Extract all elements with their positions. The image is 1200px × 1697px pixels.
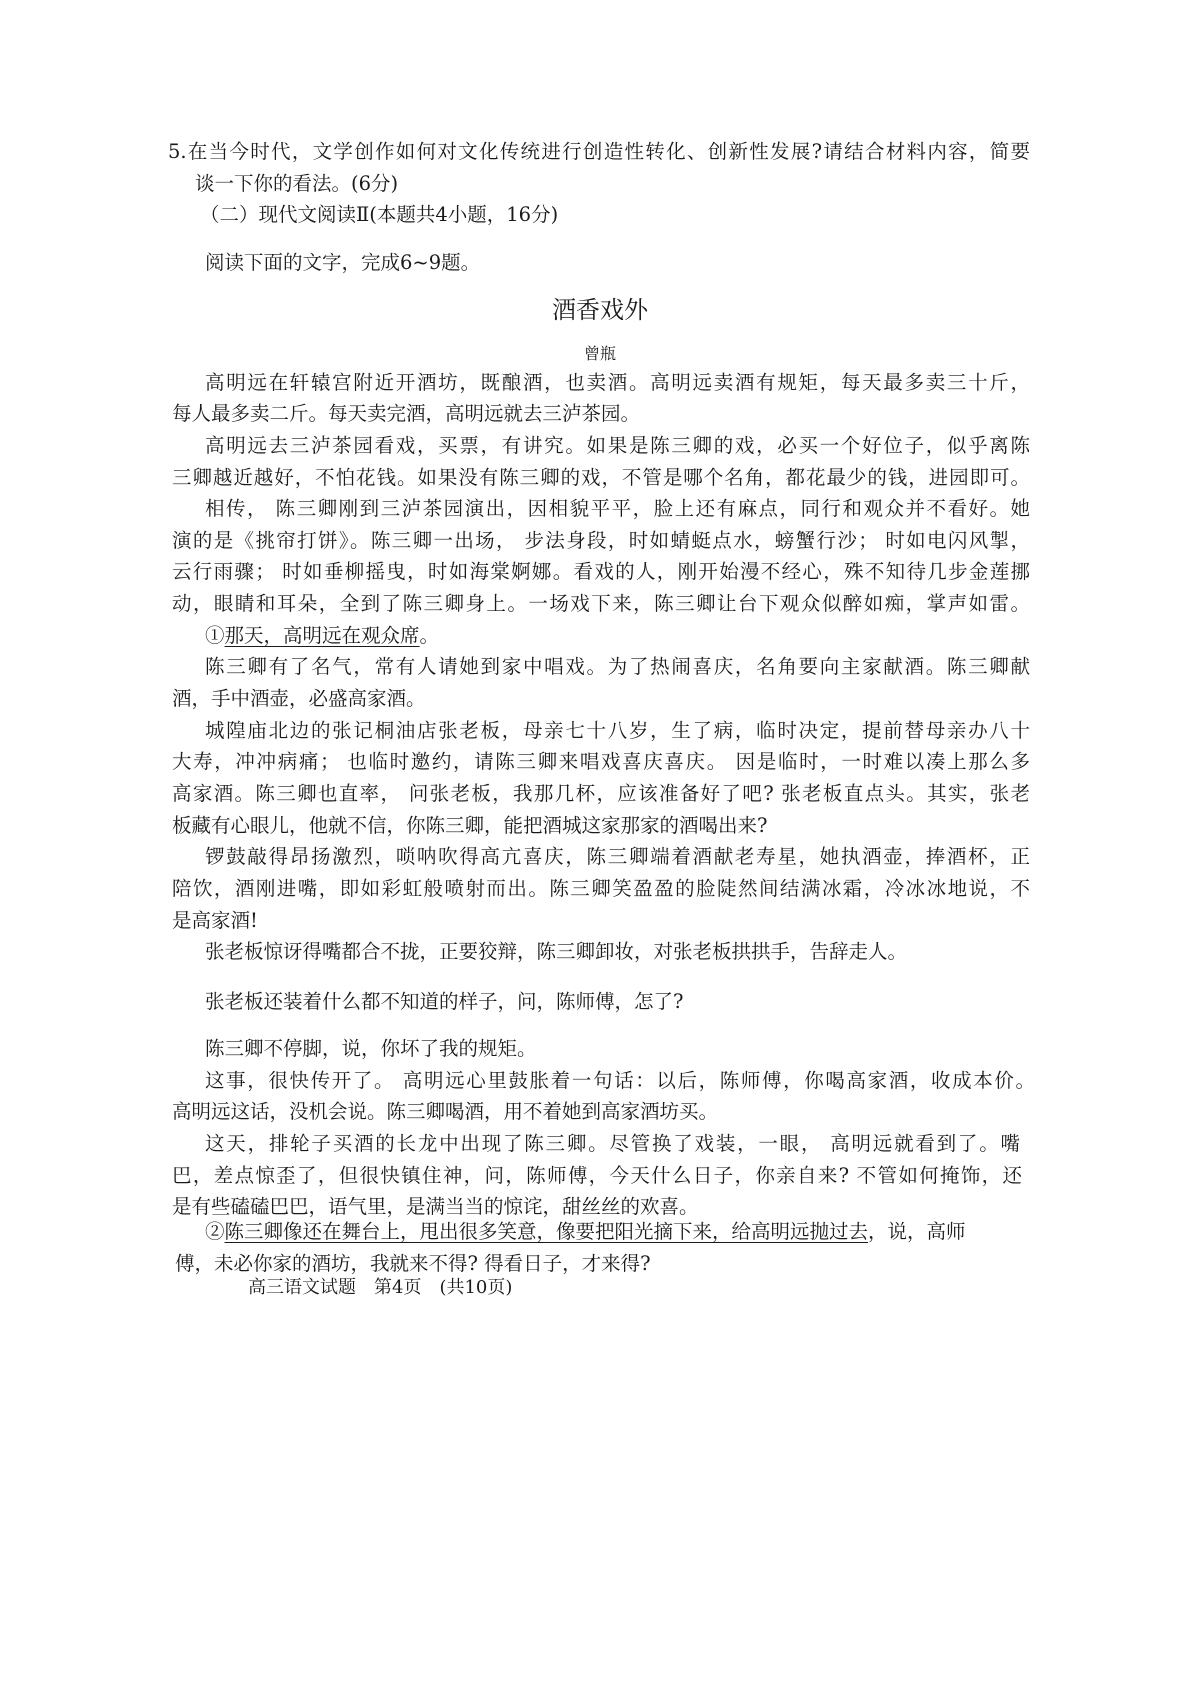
text-line: 陪饮，酒刚进嘴，即如彩虹般喷射而出。陈三卿笑盈盈的脸陡然间结满冰霜，冷冰冰地说，不 — [172, 877, 1030, 900]
text-line: 城隍庙北边的张记桐油店张老板，母亲七十八岁，生了病，临时决定，提前替母亲办八十 — [205, 719, 1030, 742]
page-footer: 高三语文试题 第4页 (共10页) — [248, 1277, 513, 1298]
text-line: 每人最多卖二斤。每天卖完酒，高明远就去三泸茶园。 — [172, 402, 641, 425]
instruction: 阅读下面的文字，完成6~9题。 — [205, 251, 481, 274]
text-tail: 。 — [419, 624, 440, 647]
article-author: 曾瓶 — [583, 344, 616, 363]
text-line: 傅，未必你家的酒坊，我就来不得? 得看日子，才来得? — [175, 1252, 651, 1275]
text-line: 酒，手中酒壶，必盛高家酒。 — [172, 687, 426, 710]
text-line: 陈三卿不停脚，说，你坏了我的规矩。 — [205, 1037, 537, 1060]
question-5-line-1: 5.在当今时代，文学创作如何对文化传统进行创造性转化、创新性发展?请结合材料内容，简要 — [168, 140, 1030, 163]
text-line: 板藏有心眼儿，他就不信，你陈三卿，能把酒城这家那家的酒喝出来? — [172, 814, 768, 837]
underlined-sentence-2 — [205, 1220, 966, 1244]
text-line: 演的是《挑帘打饼》。陈三卿一出场， 步法身段，时如蜻蜓点水，螃蟹行沙； 时如电闪风掣， — [172, 529, 1030, 552]
text-line: 相传， 陈三卿刚到三泸茶园演出，因相貌平平，脸上还有麻点，同行和观众并不看好。她 — [205, 497, 1030, 520]
underlined-sentence-1 — [205, 624, 439, 648]
text-line: 高明远在轩辕宫附近开酒坊，既酿酒，也卖酒。高明远卖酒有规矩，每天最多卖三十斤， — [205, 371, 1030, 394]
marker-1: ① — [205, 624, 225, 647]
underlined-text: 那天，高明远在观众席 — [224, 624, 420, 647]
text-line: 这天，排轮子买酒的长龙中出现了陈三卿。尽管换了戏装，一眼， 高明远就看到了。嘴 — [205, 1132, 1020, 1155]
text-line: 三卿越近越好，不怕花钱。如果没有陈三卿的戏，不管是哪个名角，都花最少的钱，进园即可。 — [172, 466, 1030, 489]
text-line: 高明远这话，没机会说。陈三卿喝酒，用不着她到高家酒坊买。 — [172, 1100, 719, 1123]
text-line: 张老板还装着什么都不知道的样子，问，陈师傅，怎了? — [205, 990, 684, 1013]
question-5-line-2: 谈一下你的看法。(6分) — [195, 172, 399, 195]
text-line: 大寿，冲冲病痛； 也临时邀约，请陈三卿来唱戏喜庆喜庆。 因是临时，一时难以凑上那么多 — [172, 750, 1030, 773]
text-line: 巴，差点惊歪了，但很快镇住神，问，陈师傅，今天什么日子，你亲自来? 不管如何掩饰，还 — [172, 1164, 1022, 1187]
marker-2: ② — [205, 1220, 225, 1243]
text-line: 锣鼓敲得昂扬激烈，唢呐吹得高亢喜庆，陈三卿端着酒献老寿星，她执酒壶，捧酒杯，正 — [205, 845, 1030, 868]
text-line: 是有些磕磕巴巴，语气里，是满当当的惊诧，甜丝丝的欢喜。 — [172, 1195, 699, 1218]
text-line: 动，眼睛和耳朵，全到了陈三卿身上。一场戏下来，陈三卿让台下观众似醉如痴，掌声如雷。 — [172, 592, 1030, 615]
text-line: 这事，很快传开了。 高明远心里鼓胀着一句话：以后，陈师傅，你喝高家酒，收成本价。 — [205, 1069, 1035, 1092]
underlined-text: 陈三卿像还在舞台上，甩出很多笑意，像要把阳光摘下来，给高明远抛过去 — [224, 1220, 869, 1243]
text-line: 高家酒。陈三卿也直率， 问张老板，我那几杯，应该准备好了吧? 张老板直点头。其实，张老 — [172, 782, 1030, 805]
text-line: 陈三卿有了名气，常有人请她到家中唱戏。为了热闹喜庆，名角要向主家献酒。陈三卿献 — [205, 655, 1030, 678]
text-line: 高明远去三泸茶园看戏，买票，有讲究。如果是陈三卿的戏，必买一个好位子，似乎离陈 — [205, 434, 1030, 457]
text-line: 张老板惊讶得嘴都合不拢，正要狡辩，陈三卿卸妆，对张老板拱拱手，告辞走人。 — [205, 940, 908, 963]
article-title: 酒香戏外 — [552, 296, 648, 324]
text-line: 是高家酒! — [172, 909, 258, 932]
text-tail: ，说，高师 — [868, 1220, 966, 1243]
section-heading: （二）现代文阅读Ⅱ(本题共4小题，16分) — [200, 203, 559, 226]
text-line: 云行雨骤； 时如垂柳摇曳，时如海棠婀娜。看戏的人，刚开始漫不经心，殊不知待几步金莲挪 — [172, 560, 1030, 583]
